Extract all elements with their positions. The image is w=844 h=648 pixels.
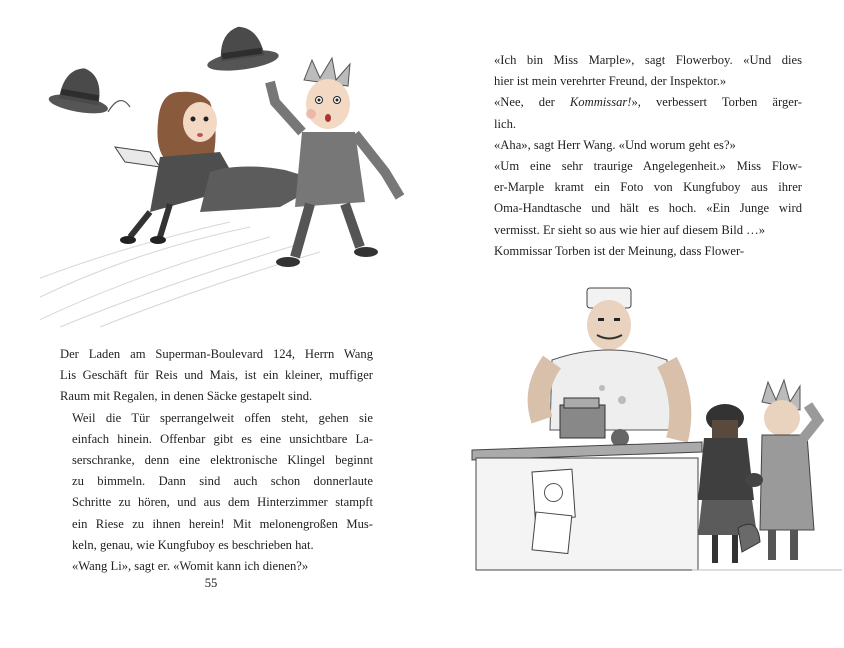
text-line: Oma-Handtasche und hält es hoch. «Ein Junge wird (494, 201, 802, 216)
text-line: «Ich bin Miss Marple», sagt Flowerboy. «Und dies (494, 53, 802, 67)
text-line: Weil die Tür sperrangelweit offen steht, gehen sie (72, 410, 373, 425)
text-line: Kommissar Torben ist der Meinung, dass Flower- (494, 243, 745, 258)
text-line: er-Marple kramt ein Foto von Kungfuboy aus ihrer (494, 180, 802, 195)
text-run: », verbessert Torben ärger- (631, 95, 802, 110)
text-line: einfach hinein. Offenbar gibt es eine unsichtbare La- (72, 431, 373, 446)
flying-children-drawing (40, 22, 420, 327)
text-line: «Aha», sagt Herr Wang. «Und worum geht es?» (494, 137, 736, 152)
right-page (422, 0, 844, 648)
text-line: vermisst. Er sieht so aus wie hier auf diesem Bild …» (494, 222, 766, 237)
paragraph (482, 50, 802, 92)
text-line (482, 92, 802, 113)
page-number: 55 (204, 576, 218, 590)
paragraph (482, 135, 802, 156)
girl-figure (115, 92, 240, 244)
flying-children-illustration (40, 22, 420, 327)
text-line: Raum mit Regalen, in denen Säcke gestapelt sind. (60, 389, 313, 404)
paragraph (60, 556, 373, 577)
left-page-text (60, 344, 373, 577)
paragraph (482, 92, 802, 134)
text-line: serschranke, denn eine elektronische Klingel beginnt (72, 453, 373, 468)
text-line: keln, genau, wie Kungfuboy es beschrieben hat. (72, 537, 314, 552)
hat-icon (47, 63, 114, 117)
text-line: Schritte zu hören, und aus dem Hinterzimmer stampft (72, 495, 373, 510)
paragraph (60, 408, 373, 556)
text-line: «Wang Li», sagt er. «Womit kann ich dienen?» (72, 559, 309, 574)
text-line: «Um eine sehr traurige Angelegenheit.» Miss Flow- (494, 159, 802, 174)
paragraph (482, 241, 802, 262)
shop-counter-illustration (462, 280, 842, 590)
text-line: zu bimmeln. Dann sind auch schon donnerlaute (72, 474, 373, 489)
emphasized-word: Kommissar! (569, 95, 632, 110)
text-line: Der Laden am Superman-Boulevard 124, Herrn Wang (60, 347, 373, 361)
text-line: Lis Geschäft für Reis und Mais, ist ein kleiner, muffiger (60, 368, 373, 383)
hat-icon (203, 22, 280, 74)
text-run: «Nee, der (494, 95, 570, 110)
boy-figure (270, 58, 400, 267)
text-line: lich. (494, 116, 517, 131)
paragraph (60, 344, 373, 408)
paragraph (482, 156, 802, 241)
right-page-text (482, 50, 802, 262)
shop-counter-drawing (462, 280, 842, 590)
text-line: hier ist mein verehrter Freund, der Inspektor.» (494, 74, 727, 89)
text-line: ein Riese zu ihnen herein! Mit melonengroßen Mus- (72, 516, 373, 531)
